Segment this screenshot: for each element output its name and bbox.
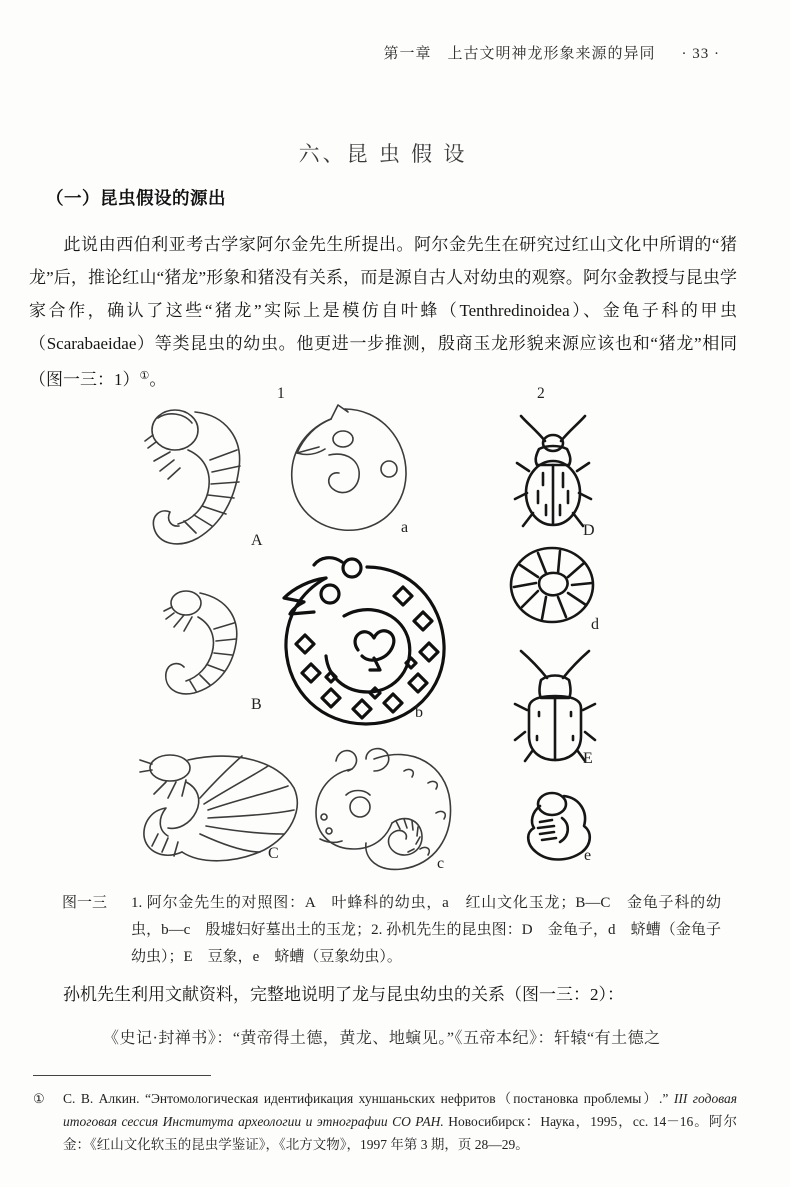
chapter-title: 第一章 上古文明神龙形象来源的异同 [383, 46, 656, 62]
drawing-sawfly-larva-A [140, 400, 262, 550]
paragraph-1-text: 此说由西伯利亚考古学家阿尔金先生所提出。阿尔金先生在研究过红山文化中所谓的“猪龙”后，推论红山“猪龙”形象和猪没有关系，而是源自古人对幼虫的观察。阿尔金教授与昆虫学家合作，确认了这些“猪龙”实际上是模仿自叶蜂（Tenthredinoidea）、金龟子科的甲虫（Scarabaeidae）等类昆虫的幼虫。他更进一步推测，殷商玉龙形貌来源应该也和“猪龙”相同（图一三：1） [29, 235, 737, 389]
figure-label-a: a [401, 519, 409, 536]
paragraph-1 [29, 228, 737, 396]
footnote [33, 1087, 737, 1156]
figure-group-2-label: 2 [537, 385, 545, 402]
figure-label-C: C [268, 845, 279, 862]
figure-label-E: E [583, 750, 593, 767]
drawing-scarab-beetle-D [513, 413, 593, 532]
paragraph-2-text: 孙机先生利用文献资料，完整地说明了龙与昆虫幼虫的关系（图一三：2）： [63, 985, 624, 1004]
drawing-larva-C [138, 748, 305, 872]
figure-label-B: B [251, 696, 262, 713]
footnote-text [63, 1087, 737, 1156]
subsection-title: （一）昆虫假设的源出 [46, 188, 226, 208]
block-quote: 《史记·封禅书》：“黄帝得土德，黄龙、地螾见。”《五帝本纪》：轩辕“有土德之 [103, 1030, 661, 1047]
footnote-citation-cn: Новосибирск：Наука，1995，cc. 14－16。阿尔金：《红山文化软玉的昆虫学鉴证》，《北方文物》，1997 年第 3 期，页 28—29。 [63, 1114, 737, 1152]
figure-label-D: D [583, 522, 595, 539]
drawing-pig-dragon-c [308, 743, 457, 877]
drawing-jade-dragon-a [285, 403, 412, 537]
figure-caption-text: 1. 阿尔金先生的对照图：A 叶蜂科的幼虫，a 红山文化玉龙；B—C 金龟子科的幼虫，b—c 殷墟妇好墓出土的玉龙；2. 孙机先生的昆虫图：D 金龟子，d 蛴螬（金龟子幼虫）；E 豆象，e 蛴螬（豆象幼虫）。 [131, 895, 721, 965]
paragraph-2 [29, 978, 737, 1011]
footnote-divider [33, 1075, 211, 1076]
page-number: · 33 · [681, 46, 720, 62]
figure-caption-number: 图一三 [62, 895, 108, 911]
footnote-reference: ① [139, 370, 150, 382]
figure-caption [62, 890, 737, 971]
figure-label-d: d [591, 616, 599, 633]
figure-label-A: A [251, 532, 263, 549]
figure-label-b: b [415, 704, 423, 721]
figure-label-c: c [437, 855, 445, 872]
running-header [383, 42, 720, 63]
figure-group-1-label: 1 [277, 385, 285, 402]
footnote-citation-ru-italic: III годовая итоговая сессия Института археологии и этнографии СО РАН. [63, 1091, 737, 1129]
figure-label-e: e [584, 847, 592, 864]
footnote-marker: ① [33, 1091, 45, 1106]
drawing-scarab-larva-B [158, 583, 252, 702]
footnote-citation-ru: С. В. Алкин. “Энтомологическая идентификация хуншаньских нефритов（постановка проблемы）.” [63, 1091, 674, 1106]
drawing-coiled-jade-dragon-b [272, 552, 448, 727]
figure-13 [29, 385, 737, 885]
drawing-bean-weevil-E [513, 648, 597, 765]
section-title: 六、昆 虫 假 设 [298, 142, 468, 166]
drawing-curled-grub-d [508, 545, 597, 625]
paragraph-1-end: 。 [149, 370, 167, 389]
